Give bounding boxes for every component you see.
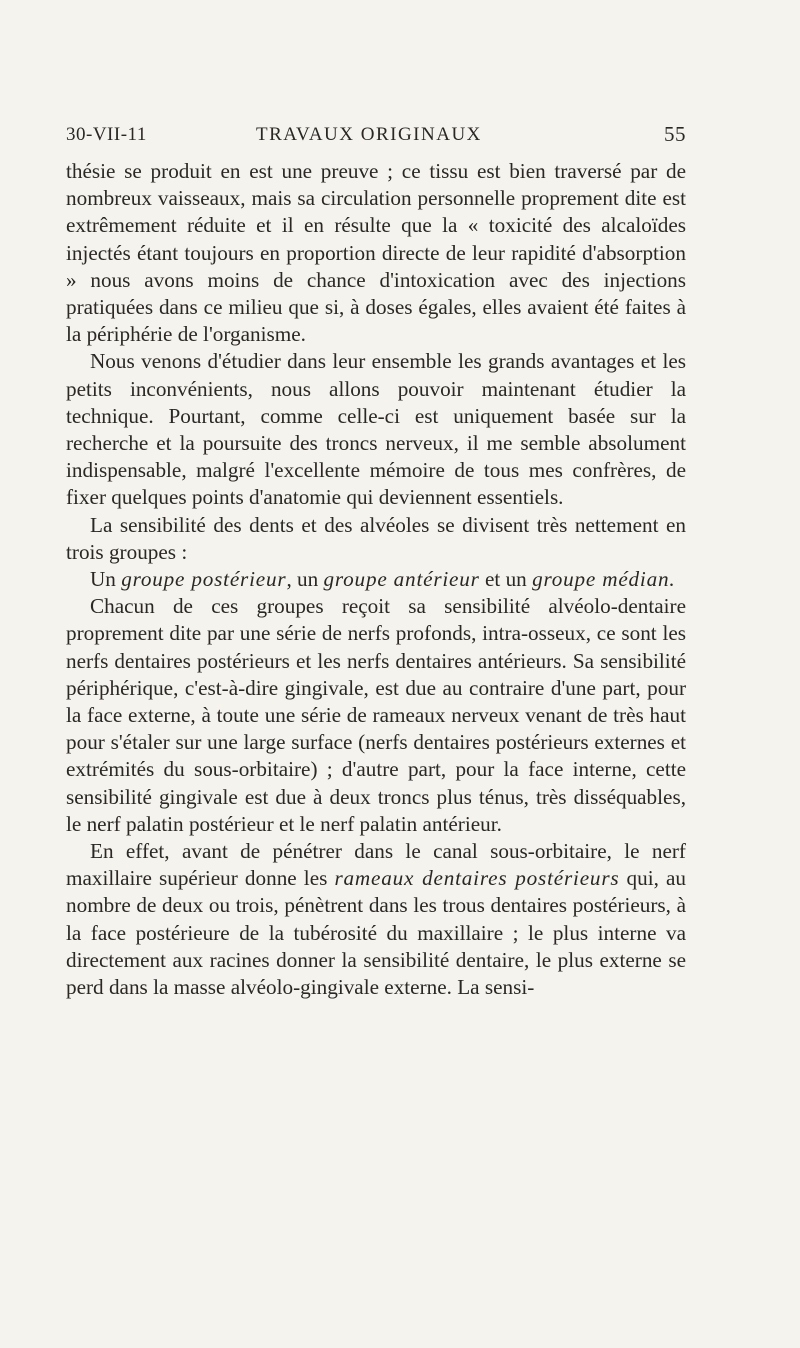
text-run: thésie se produit en est une preuve ; ce tissu est bien traversé par de nombreux vaisseaux, mais sa circulation personnelle proprement dite est extrêmement réduite et il en résulte que la « toxicité des alcaloïdes injectés étant toujours en proportion directe de leur rapidité d'absorption » nous avons moins de chance d'intoxication avec des injections pratiquées dans ce milieu que si, à doses égales, elles avaient été faites à la périphérie de l'organisme. bbox=[66, 159, 686, 347]
paragraph bbox=[66, 348, 686, 511]
header-date: 30-VII-11 bbox=[66, 124, 147, 145]
paragraph bbox=[66, 566, 686, 593]
text-run: qui, au nombre de deux ou trois, pénètrent dans les trous dentaires postérieurs, à la face postérieure de la tubérosité du maxillaire ; le plus interne va directement aux racines donner la sensibilité dentaire, le plus externe se perd dans la masse alvéolo-gingivale externe. La sensi- bbox=[66, 866, 686, 1000]
italic-term: groupe postérieur bbox=[121, 567, 287, 592]
text-run: , un bbox=[286, 567, 324, 592]
page-number: 55 bbox=[664, 122, 686, 146]
paragraph bbox=[66, 593, 686, 838]
text-run: Chacun de ces groupes reçoit sa sensibilité alvéolo-dentaire proprement dite par une série de nerfs profonds, intra-osseux, ce sont les nerfs dentaires postérieurs et les nerfs dentaires antérieurs. Sa sensibilité périphérique, c'est-à-dire gingivale, est due au contraire d'une part, pour la face externe, à toute une série de rameaux nerveux venant de très haut pour s'étaler sur une large surface (nerfs dentaires postérieurs externes et extrémités du sous-orbitaire) ; d'autre part, pour la face interne, cette sensibilité gingivale est due à deux troncs plus ténus, très disséquables, le nerf palatin postérieur et le nerf palatin antérieur. bbox=[66, 594, 686, 836]
text-run: et un bbox=[479, 567, 533, 592]
text-run: La sensibilité des dents et des alvéoles se divisent très nettement en trois groupes : bbox=[66, 512, 686, 564]
paragraph bbox=[66, 158, 686, 348]
paragraph bbox=[66, 512, 686, 566]
text-run: Nous venons d'étudier dans leur ensemble les grands avantages et les petits inconvénients, nous allons pouvoir maintenant étudier la technique. Pourtant, comme celle-ci est uniquement basée sur la recherche et la poursuite des troncs nerveux, il me semble absolument indispensable, malgré l'excellente mémoire de tous mes confrères, de fixer quelques points d'anatomie qui deviennent essentiels. bbox=[66, 349, 686, 510]
header-title: TRAVAUX ORIGINAUX bbox=[256, 124, 482, 145]
text-run: En effet, avant de pénétrer dans le canal sous-orbitaire, le nerf maxillaire supérieur donne les bbox=[66, 839, 686, 891]
italic-term: groupe antérieur bbox=[323, 567, 480, 592]
italic-term: groupe médian. bbox=[532, 567, 676, 592]
running-header bbox=[66, 118, 686, 148]
paragraph bbox=[66, 838, 686, 1001]
italic-term: rameaux dentaires postérieurs bbox=[334, 866, 620, 891]
body-text bbox=[66, 158, 686, 1001]
text-run: Un bbox=[90, 567, 122, 592]
